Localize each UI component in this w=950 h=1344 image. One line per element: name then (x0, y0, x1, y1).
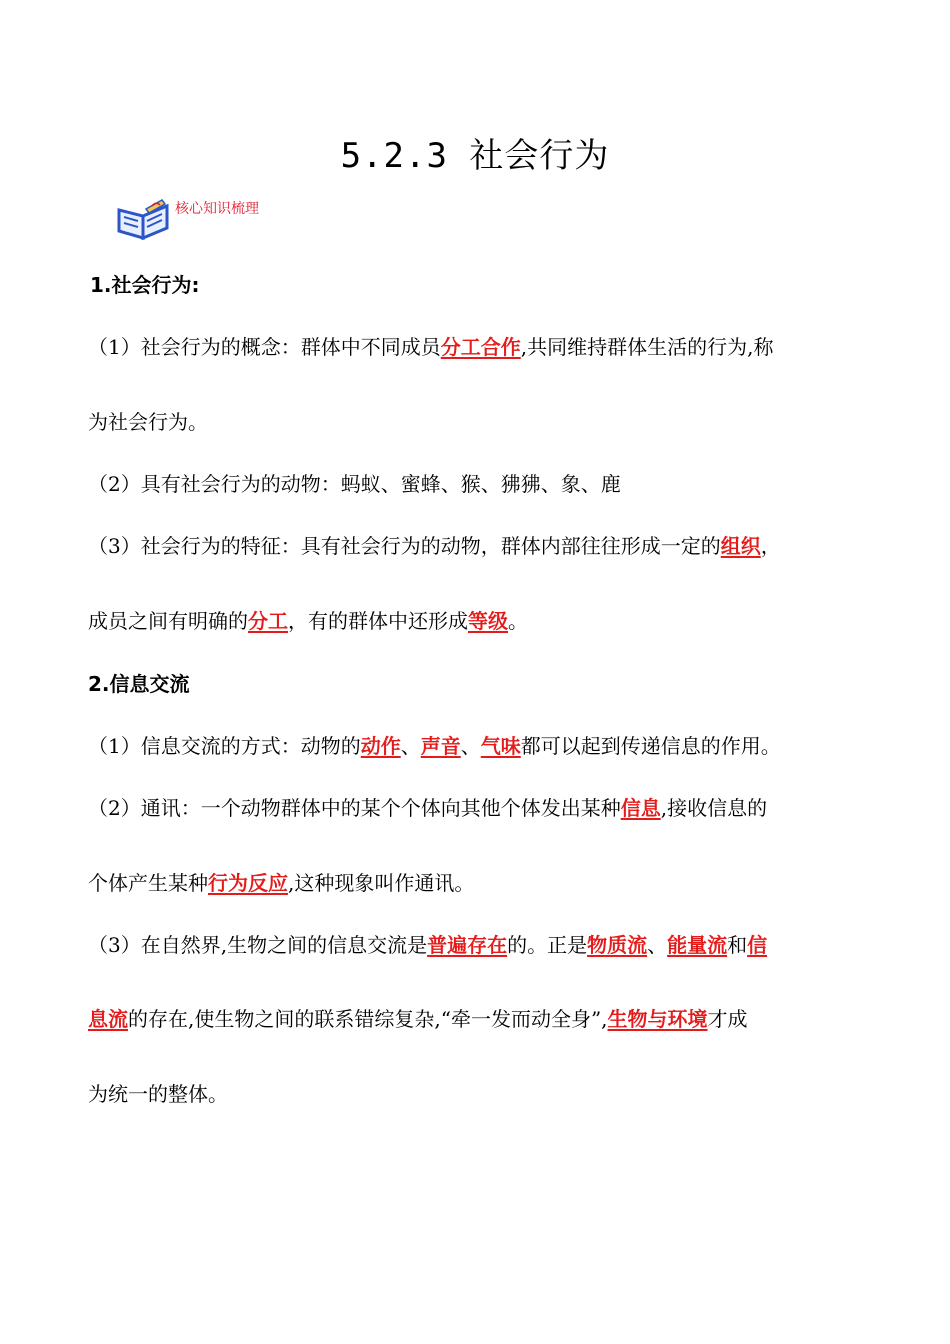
s2-p3-text-g: 才成 (707, 1007, 748, 1031)
s2-p3-text-c: 、 (647, 933, 668, 957)
s2-p2-text-d: ,这种现象叫作通讯。 (288, 871, 475, 895)
section2-heading: 2.信息交流 (88, 672, 190, 696)
s2-p2-text-a: （2）通讯：一个动物群体中的某个个体向其他个体发出某种 (88, 796, 621, 820)
keyword-fengong: 分工 (248, 609, 288, 633)
s1-p2-line: （2）具有社会行为的动物：蚂蚁、蜜蜂、猴、狒狒、象、鹿 (88, 472, 621, 496)
s1-p3-text-c: 成员之间有明确的 (88, 609, 248, 633)
keyword-shengyin: 声音 (420, 734, 461, 758)
keyword-qiwei: 气味 (480, 734, 521, 758)
book-icon (116, 196, 170, 244)
s1-p3-text-a: （3）社会行为的特征：具有社会行为的动物，群体内部往往形成一定的 (88, 534, 721, 558)
keyword-zuzhi: 组织 (720, 534, 761, 558)
keyword-xingweifanying: 行为反应 (208, 871, 288, 895)
keyword-xinxiliu-part1: 信 (747, 933, 768, 957)
keyword-pubiancunzai: 普遍存在 (427, 933, 508, 957)
s1-p3-text-b: ， (760, 534, 781, 558)
s1-p1-line1 (88, 331, 773, 360)
s1-p3-text-d: ，有的群体中还形成 (288, 609, 468, 633)
s1-p3-line2 (88, 605, 528, 634)
page-title: 5.2.3 社会行为 (340, 136, 610, 176)
keyword-dengji: 等级 (468, 609, 508, 633)
s2-p3-text-b: 的。正是 (507, 933, 588, 957)
badge-label: 核心知识梳理 (175, 201, 259, 217)
keyword-wuzhiliu: 物质流 (587, 933, 648, 957)
section1-heading: 1.社会行为: (90, 273, 200, 297)
s2-p3-text-a: （3）在自然界,生物之间的信息交流是 (88, 933, 428, 957)
s2-p3-line2 (88, 1003, 748, 1032)
s1-p1-text-a: （1）社会行为的概念：群体中不同成员 (88, 335, 441, 359)
s2-p2-text-b: ,接收信息的 (660, 796, 768, 820)
keyword-fengonghezuo: 分工合作 (440, 335, 521, 359)
s2-p2-line1 (88, 792, 767, 821)
s2-p2-text-c: 个体产生某种 (88, 871, 208, 895)
s1-p1-line2: 为社会行为。 (88, 410, 208, 434)
s2-p1-text-c: 、 (460, 734, 481, 758)
keyword-dongzuo: 动作 (360, 734, 401, 758)
keyword-shengwuyuhuanjing: 生物与环境 (607, 1007, 708, 1031)
s2-p1-text-a: （1）信息交流的方式：动物的 (88, 734, 361, 758)
s2-p1-line (88, 730, 781, 759)
s1-p3-text-e: 。 (508, 609, 528, 633)
s2-p3-line1 (88, 929, 767, 958)
s2-p3-line3: 为统一的整体。 (88, 1082, 228, 1106)
s2-p1-text-d: 都可以起到传递信息的作用。 (520, 734, 781, 758)
keyword-xinxi: 信息 (620, 796, 661, 820)
s1-p1-text-b: ,共同维持群体生活的行为,称 (520, 335, 774, 359)
s2-p3-text-d: 和 (727, 933, 748, 957)
s2-p2-line2 (88, 867, 474, 896)
s2-p3-text-f: 的存在,使生物之间的联系错综复杂,“牵一发而动全身”, (128, 1007, 608, 1031)
keyword-xinxiliu-part2: 息流 (88, 1007, 128, 1031)
s1-p3-line1 (88, 530, 781, 559)
keyword-nengliangliu: 能量流 (667, 933, 728, 957)
s2-p1-text-b: 、 (400, 734, 421, 758)
